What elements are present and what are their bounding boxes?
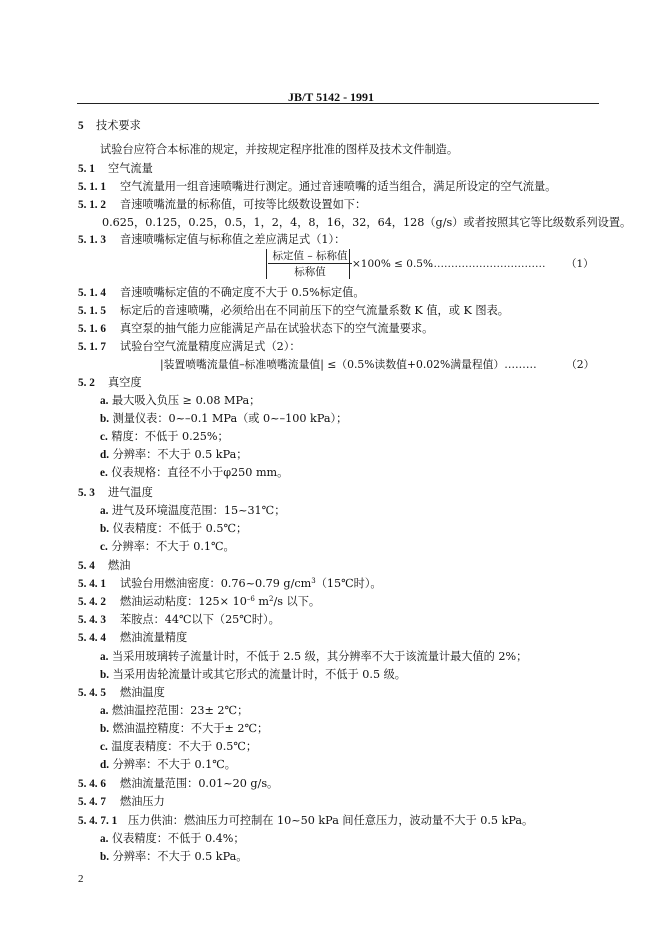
item-text: 分辨率：不大于 0.5 kPa。 (112, 850, 248, 863)
clause-text: 试验台用燃油密度：0.76~0.79 g/cm (120, 577, 312, 590)
item-mark: b. (100, 523, 110, 535)
clause-text: 标定后的音速喷嘴，必须给出在不同前压下的空气流量系数 K 值，或 K 图表。 (120, 304, 509, 317)
item-mark: c. (100, 431, 108, 443)
list-item (100, 722, 268, 736)
section-5-4-heading (78, 559, 130, 573)
clause-number: 5. 1. 1 (78, 181, 106, 193)
item-mark: a. (100, 833, 109, 845)
formula-abs-right (349, 249, 350, 279)
section-number: 5. 1 (78, 163, 95, 175)
item-text: 精度：不低于 0.25%； (111, 430, 229, 443)
header-rule (77, 103, 599, 104)
section-number: 5 (78, 120, 84, 132)
list-item (100, 430, 229, 444)
clause-number: 5. 4. 7 (78, 796, 106, 808)
formula-2-label: （2） (566, 358, 595, 371)
section-5-intro: 试验台应符合本标准的规定，并按规定程序批准的图样及技术文件制造。 (100, 143, 459, 156)
formula-1-numerator: 标定值 – 标称值 (268, 248, 352, 264)
list-item (100, 832, 245, 846)
clause-title: 燃油温度 (120, 686, 165, 699)
clause-number: 5. 4. 5 (78, 687, 106, 699)
superscript: –6 (246, 595, 255, 603)
item-mark: a. (100, 395, 109, 407)
clause-text: 燃油流量范围：0.01~20 g/s。 (120, 777, 279, 790)
list-item (100, 522, 247, 536)
clause-number: 5. 4. 4 (78, 632, 106, 644)
item-mark: c. (100, 541, 108, 553)
item-text: 温度表精度：不大于 0.5℃； (111, 740, 258, 753)
item-mark: b. (100, 851, 110, 863)
list-item (100, 466, 288, 480)
clause-number: 5. 1. 2 (78, 199, 106, 211)
item-text: 仪表精度：不低于 0.5℃； (112, 522, 248, 535)
formula-1-label: （1） (566, 258, 594, 270)
section-5-heading (78, 119, 141, 133)
item-mark: b. (100, 723, 110, 735)
section-title: 技术要求 (96, 119, 141, 132)
clause-text: 苯胺点：44℃以下（25℃时）。 (120, 613, 280, 626)
list-item (100, 740, 257, 754)
list-item (100, 448, 247, 462)
item-text: 测量仪表：0~–0.1 MPa（或 0~–100 kPa）； (112, 412, 348, 425)
list-item (100, 758, 236, 772)
clause-5-1-5 (78, 304, 509, 318)
clause-text: （15℃时）。 (315, 577, 382, 590)
clause-5-4-2 (78, 595, 320, 609)
superscript: 3 (311, 577, 316, 585)
page-number: 2 (78, 873, 84, 885)
clause-5-1-7 (78, 340, 301, 354)
clause-5-4-7-1 (78, 814, 533, 828)
formula-1-rhs: ×100% ≤ 0.5% (352, 258, 433, 270)
clause-5-4-4 (78, 631, 187, 645)
clause-5-4-7 (78, 795, 165, 809)
section-5-3-heading (78, 486, 153, 500)
clause-number: 5. 4. 6 (78, 778, 106, 790)
item-mark: b. (100, 413, 110, 425)
formula-2: |装置喷嘴流量值–标准喷嘴流量值| ≤（0.5%读数值+0.02%满量程值）……… (160, 358, 537, 371)
clause-5-1-2-series: 0.625，0.125，0.25，0.5，1，2，4，8，16，32，64，128（g/s）或者按照其它等比级数系列设置。 (102, 216, 632, 229)
clause-number: 5. 1. 4 (78, 287, 106, 299)
section-title: 进气温度 (108, 486, 153, 499)
item-text: 分辨率：不大于 0.5 kPa； (112, 448, 248, 461)
section-number: 5. 3 (78, 487, 95, 499)
item-text: 当采用齿轮流量计或其它形式的流量计时，不低于 0.5 级。 (112, 668, 406, 681)
section-title: 燃油 (108, 559, 131, 572)
list-item (100, 850, 247, 864)
section-number: 5. 4 (78, 560, 95, 572)
item-text: 燃油温控范围：23± 2℃； (111, 704, 249, 717)
item-mark: c. (100, 741, 108, 753)
clause-5-1-3 (78, 233, 345, 247)
list-item (100, 704, 248, 718)
clause-5-4-1 (78, 577, 382, 591)
clause-5-4-6 (78, 777, 278, 791)
clause-number: 5. 4. 1 (78, 578, 106, 590)
item-text: 分辨率：不大于 0.1℃。 (111, 540, 235, 553)
item-mark: a. (100, 505, 109, 517)
section-number: 5. 2 (78, 377, 95, 389)
list-item (100, 412, 347, 426)
section-title: 空气流量 (108, 162, 153, 175)
list-item (100, 540, 235, 554)
item-mark: e. (100, 467, 108, 479)
clause-number: 5. 4. 2 (78, 596, 106, 608)
clause-text: 试验台空气流量精度应满足式（2）： (120, 340, 301, 353)
clause-text: 音速喷嘴标定值的不确定度不大于 0.5%标定值。 (120, 286, 365, 299)
clause-5-1-2 (78, 198, 366, 212)
clause-text: 音速喷嘴流量的标称值，可按等比级数设置如下： (120, 198, 367, 211)
item-text: 最大吸入负压 ≥ 0.08 MPa； (111, 394, 261, 407)
item-text: 燃油温控精度：不大于± 2℃； (112, 722, 269, 735)
item-text: 仪表规格：直径不小于φ250 mm。 (111, 466, 289, 479)
item-text: 进气及环境温度范围：15~31℃； (111, 504, 286, 517)
item-text: 当采用玻璃转子流量计时，不低于 2.5 级，其分辨率不大于该流量计最大值的 2%； (111, 650, 528, 663)
clause-text: m (254, 595, 269, 608)
clause-title: 燃油流量精度 (120, 631, 188, 644)
list-item (100, 394, 260, 408)
section-5-1-heading (78, 162, 153, 176)
clause-text: 真空泵的抽气能力应能满足产品在试验状态下的空气流量要求。 (120, 322, 434, 335)
clause-number: 5. 4. 7. 1 (78, 815, 118, 827)
item-mark: a. (100, 705, 109, 717)
clause-number: 5. 1. 3 (78, 234, 106, 246)
clause-text: 压力供油：燃油压力可控制在 10~50 kPa 间任意压力，波动量不大于 0.5 kPa。 (128, 814, 534, 827)
item-text: 分辨率：不大于 0.1℃。 (112, 758, 236, 771)
item-mark: b. (100, 669, 110, 681)
formula-1-fraction (268, 248, 352, 279)
item-mark: d. (100, 759, 110, 771)
superscript: 2 (268, 595, 274, 603)
item-text: 仪表精度：不低于 0.4%； (111, 832, 245, 845)
clause-text: 空气流量用一组音速喷嘴进行测定。通过音速喷嘴的适当组合，满足所设定的空气流量。 (120, 180, 557, 193)
list-item (100, 650, 527, 664)
item-mark: d. (100, 449, 110, 461)
clause-title: 燃油压力 (120, 795, 165, 808)
clause-text: /s 以下。 (273, 595, 321, 608)
formula-1-denominator: 标称值 (294, 266, 326, 278)
list-item (100, 504, 285, 518)
clause-number: 5. 4. 3 (78, 614, 106, 626)
clause-number: 5. 1. 6 (78, 323, 106, 335)
clause-5-4-5 (78, 686, 165, 700)
clause-5-1-6 (78, 322, 433, 336)
clause-number: 5. 1. 7 (78, 341, 106, 353)
item-mark: a. (100, 651, 109, 663)
clause-5-1-1 (78, 180, 556, 194)
list-item (100, 668, 406, 682)
running-header: JB/T 5142 - 1991 (287, 90, 375, 104)
clause-text: 音速喷嘴标定值与标称值之差应满足式（1）： (120, 233, 346, 246)
clause-5-1-4 (78, 286, 365, 300)
clause-5-4-3 (78, 613, 280, 627)
formula-abs-left (266, 249, 267, 279)
clause-number: 5. 1. 5 (78, 305, 106, 317)
section-title: 真空度 (108, 376, 142, 389)
section-5-2-heading (78, 376, 142, 390)
formula-1-leader: …………………………… (430, 258, 546, 270)
clause-text: 燃油运动粘度：125× 10 (120, 595, 247, 608)
